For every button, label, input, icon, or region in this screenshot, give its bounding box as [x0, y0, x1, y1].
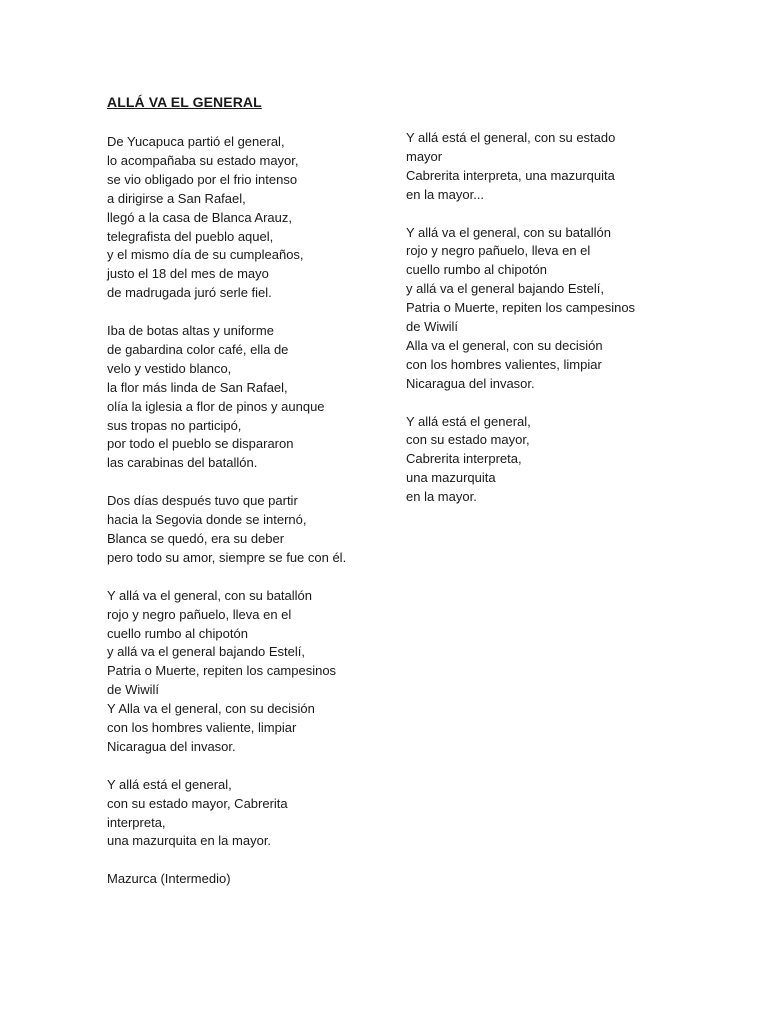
lyric-line: con los hombres valientes, limpiar	[406, 356, 602, 372]
lyric-line: y el mismo día de su cumpleaños,	[107, 247, 304, 263]
stanza-right-2	[406, 224, 635, 394]
lyric-line: y allá va el general bajando Estelí,	[107, 644, 306, 660]
stanza-left-2	[107, 322, 346, 473]
lyric-line: rojo y negro pañuelo, lleva en el	[107, 606, 292, 622]
lyric-line: Dos días después tuvo que partir	[107, 493, 298, 509]
song-title: ALLÁ VA EL GENERAL	[107, 94, 262, 110]
lyric-line: con los hombres valiente, limpiar	[107, 720, 297, 736]
stanza-left-1	[107, 133, 346, 303]
lyric-line: la flor más linda de San Rafael,	[107, 379, 288, 395]
right-column	[406, 129, 635, 526]
lyric-line: a dirigirse a San Rafael,	[107, 190, 246, 206]
lyric-line: lo acompañaba su estado mayor,	[107, 152, 299, 168]
lyric-line: velo y vestido blanco,	[107, 360, 232, 376]
lyric-line: Nicaragua del invasor.	[107, 738, 236, 754]
stanza-left-3	[107, 492, 346, 568]
lyric-line: Nicaragua del invasor.	[406, 375, 535, 391]
lyric-line: Blanca se quedó, era su deber	[107, 531, 285, 546]
lyric-line: justo el 18 del mes de mayo	[107, 266, 269, 282]
lyric-line: olía la iglesia a flor de pinos y aunque	[107, 398, 325, 414]
lyric-line: cuello rumbo al chipotón	[107, 625, 248, 641]
lyric-line: Cabrerita interpreta, una mazurquita	[406, 167, 615, 183]
lyric-line: Y allá está el general, con su estado	[406, 130, 616, 145]
lyric-line: las carabinas del batallón.	[107, 455, 258, 471]
lyric-line: Y allá está el general,	[406, 413, 531, 429]
lyric-line: de Wiwilí	[406, 319, 459, 335]
left-column	[107, 133, 346, 908]
lyric-line: Iba de botas altas y uniforme	[107, 323, 274, 339]
lyric-line: se vio obligado por el frio intenso	[107, 171, 298, 187]
lyric-line: Alla va el general, con su decisión	[406, 337, 603, 353]
lyric-line: de madrugada juró serle fiel.	[107, 285, 272, 301]
lyric-line: en la mayor...	[406, 186, 485, 202]
lyric-line: de Wiwilí	[107, 682, 160, 698]
lyric-line: de gabardina color café, ella de	[107, 341, 289, 357]
lyric-line: hacia la Segovia donde se internó,	[107, 512, 307, 528]
lyric-line: Y allá está el general,	[107, 776, 232, 792]
stanza-right-3	[406, 413, 635, 508]
lyric-line: Patria o Muerte, repiten los campesinos	[107, 663, 337, 679]
lyric-line: De Yucapuca partió el general,	[107, 134, 285, 149]
lyric-line: por todo el pueblo se dispararon	[107, 436, 294, 452]
lyric-line: interpreta,	[107, 814, 166, 830]
lyric-line: con su estado mayor, Cabrerita	[107, 795, 288, 811]
lyric-line: Y allá va el general, con su batallón	[107, 587, 313, 603]
lyric-line: una mazurquita	[406, 470, 496, 486]
lyric-line: una mazurquita en la mayor.	[107, 833, 272, 849]
lyric-line: y allá va el general bajando Estelí,	[406, 281, 605, 297]
lyric-line: Cabrerita interpreta,	[406, 451, 522, 467]
lyric-line: telegrafista del pueblo aquel,	[107, 228, 274, 244]
lyric-line: con su estado mayor,	[406, 432, 530, 448]
lyric-line: Y Alla va el general, con su decisión	[107, 701, 315, 717]
section-note: Mazurca (Intermedio)	[107, 871, 231, 887]
lyric-line: llegó a la casa de Blanca Arauz,	[107, 209, 293, 225]
lyric-line: mayor	[406, 148, 443, 164]
stanza-right-1	[406, 129, 635, 205]
lyric-line: cuello rumbo al chipotón	[406, 262, 547, 278]
lyric-line: rojo y negro pañuelo, lleva en el	[406, 243, 591, 259]
stanza-left-6	[107, 870, 346, 889]
stanza-left-4	[107, 587, 346, 757]
lyric-line: sus tropas no participó,	[107, 417, 242, 433]
lyric-line: pero todo su amor, siempre se fue con él.	[107, 549, 347, 565]
lyric-line: Patria o Muerte, repiten los campesinos	[406, 300, 636, 316]
stanza-left-5	[107, 776, 346, 852]
lyric-line: Y allá va el general, con su batallón	[406, 224, 612, 240]
lyric-line: en la mayor.	[406, 489, 477, 505]
